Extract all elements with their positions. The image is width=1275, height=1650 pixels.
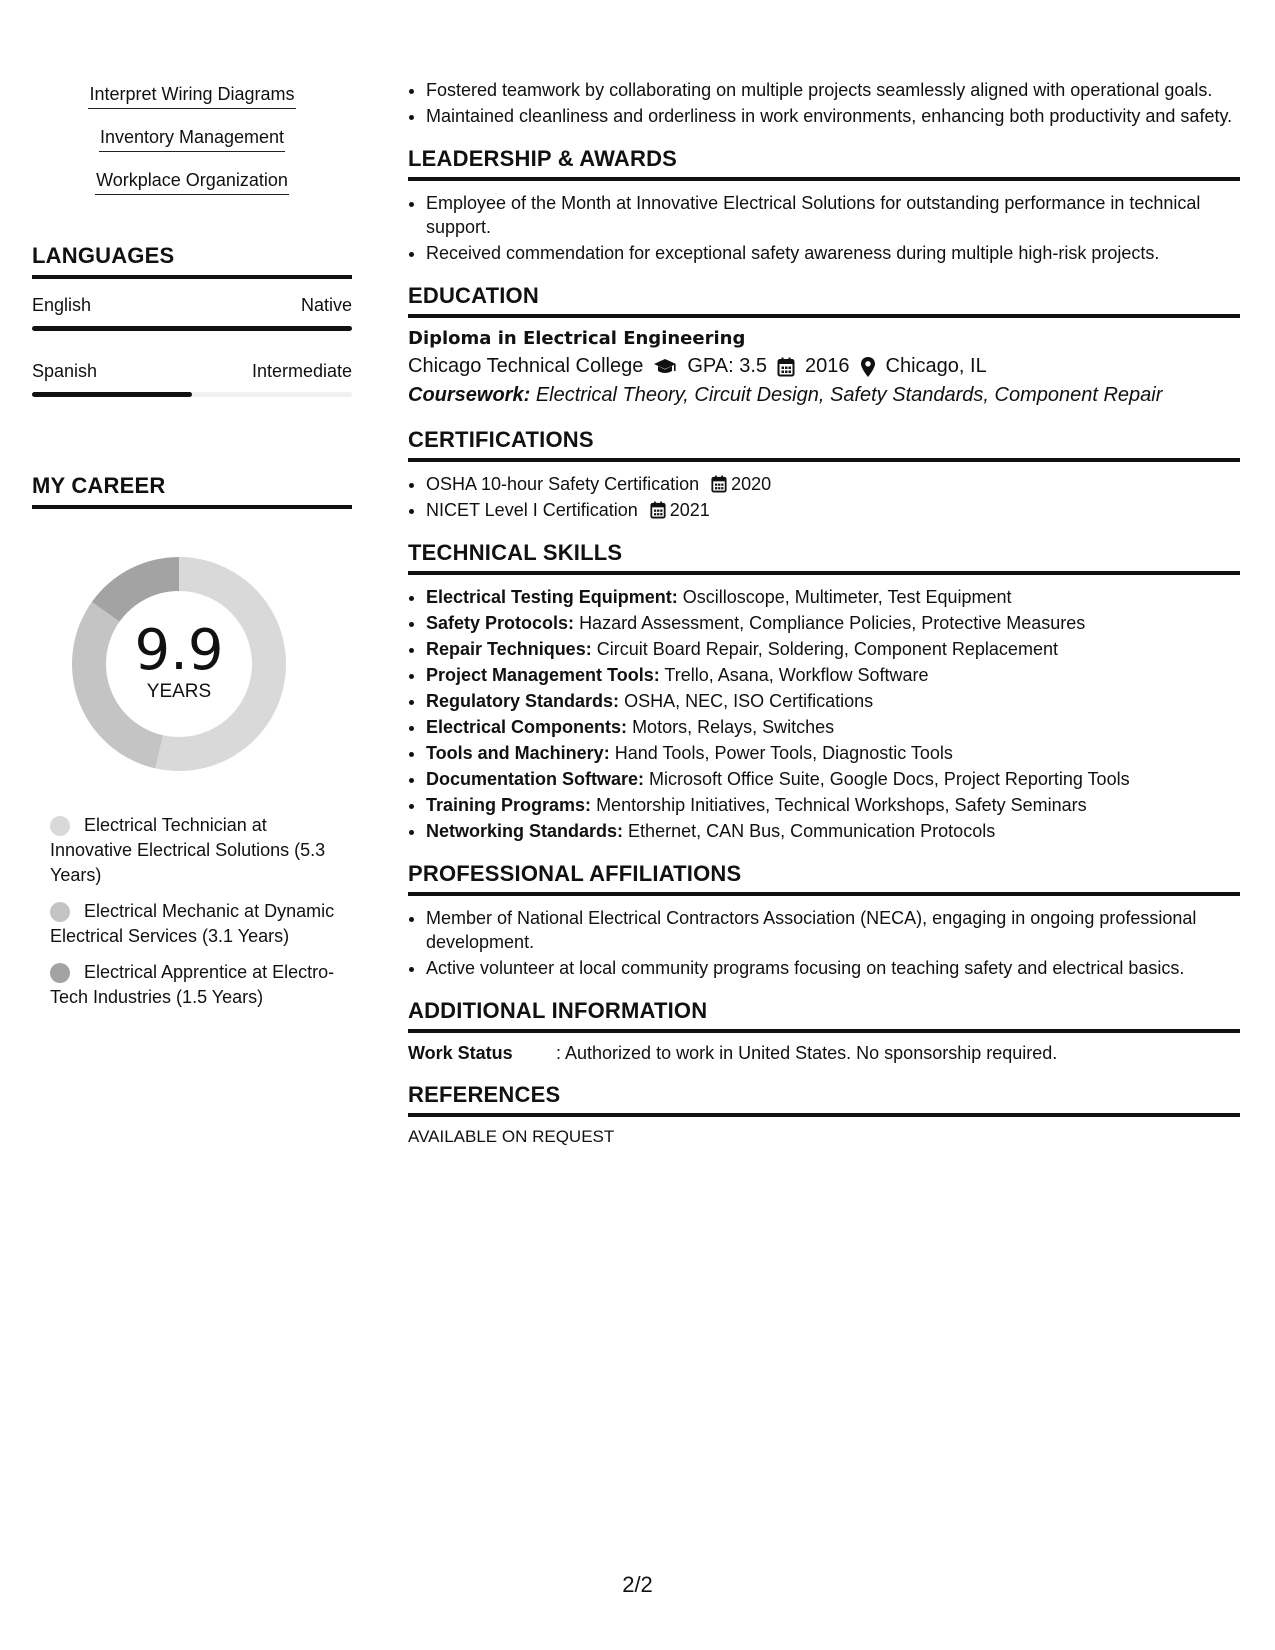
education-heading: EDUCATION bbox=[408, 283, 1240, 318]
education-year: 2016 bbox=[805, 355, 850, 377]
map-pin-icon bbox=[860, 356, 876, 378]
additional-info-heading: ADDITIONAL INFORMATION bbox=[408, 998, 1240, 1033]
skill-value: Motors, Relays, Switches bbox=[632, 717, 835, 737]
career-item bbox=[50, 899, 352, 949]
skill-value: Trello, Asana, Workflow Software bbox=[664, 665, 929, 685]
skill-label: Electrical Components: bbox=[426, 717, 628, 737]
education-details bbox=[408, 355, 1240, 378]
skill-label: Regulatory Standards: bbox=[426, 691, 620, 711]
language-name: Spanish bbox=[32, 361, 98, 381]
career-item bbox=[50, 813, 352, 888]
skill-value: Hazard Assessment, Compliance Policies, Protective Measures bbox=[579, 613, 1086, 633]
graduation-cap-icon bbox=[653, 358, 677, 376]
skill-label: Networking Standards: bbox=[426, 821, 624, 841]
skills-list bbox=[32, 78, 352, 207]
coursework-label: Coursework: bbox=[408, 384, 531, 406]
technical-skill-item bbox=[426, 767, 1240, 791]
languages-heading: LANGUAGES bbox=[32, 243, 352, 279]
education-degree: Diploma in Electrical Engineering bbox=[408, 328, 746, 349]
career-donut bbox=[66, 551, 292, 777]
career-item-text: Electrical Technician at Innovative Electrical Solutions (5.3 Years) bbox=[50, 815, 326, 885]
career-total-unit: YEARS bbox=[146, 681, 212, 702]
certification-year: 2021 bbox=[669, 500, 710, 520]
legend-dot-icon bbox=[50, 963, 70, 983]
skill-item: Workplace Organization bbox=[95, 170, 289, 195]
main-column bbox=[408, 78, 1240, 1147]
skill-label: Project Management Tools: bbox=[426, 665, 660, 685]
calendar-icon bbox=[711, 475, 727, 493]
skill-value: OSHA, NEC, ISO Certifications bbox=[624, 691, 874, 711]
work-status-value: : Authorized to work in United States. No sponsorship required. bbox=[556, 1043, 1058, 1063]
career-item-text: Electrical Apprentice at Electro-Tech Industries (1.5 Years) bbox=[50, 962, 335, 1007]
skill-value: Mentorship Initiatives, Technical Workshops, Safety Seminars bbox=[596, 795, 1087, 815]
language-entry bbox=[32, 361, 352, 397]
skill-item: Interpret Wiring Diagrams bbox=[88, 84, 295, 109]
technical-skills-heading: TECHNICAL SKILLS bbox=[408, 540, 1240, 575]
language-level: Native bbox=[300, 295, 352, 315]
skill-item: Inventory Management bbox=[99, 127, 285, 152]
affiliation-item: • Member of National Electrical Contractors Association (NECA), engaging in ongoing professional development. bbox=[426, 906, 1240, 954]
work-status-row bbox=[408, 1043, 1240, 1064]
legend-dot-icon bbox=[50, 816, 70, 836]
skill-value: Hand Tools, Power Tools, Diagnostic Tools bbox=[614, 743, 953, 763]
certification-name: • NICET Level I Certification bbox=[426, 500, 638, 520]
technical-skills-list bbox=[408, 585, 1240, 843]
affiliation-item: • Active volunteer at local community programs focusing on teaching safety and electrical basics. bbox=[426, 956, 1240, 980]
certification-item bbox=[426, 472, 1240, 496]
education-location: Chicago, IL bbox=[885, 355, 987, 377]
technical-skill-item bbox=[426, 585, 1240, 609]
calendar-icon bbox=[777, 357, 795, 377]
skill-label: Documentation Software: bbox=[426, 769, 645, 789]
skill-label: Training Programs: bbox=[426, 795, 592, 815]
career-legend bbox=[32, 813, 352, 1010]
experience-bullet: • Maintained cleanliness and orderliness in work environments, enhancing both productivity and safety. bbox=[426, 104, 1240, 128]
language-level: Intermediate bbox=[251, 361, 352, 381]
technical-skill-item bbox=[426, 689, 1240, 713]
language-bar bbox=[32, 326, 352, 331]
language-bar-fill bbox=[32, 392, 192, 397]
skill-label: Safety Protocols: bbox=[426, 613, 575, 633]
technical-skill-item bbox=[426, 741, 1240, 765]
certification-name: • OSHA 10-hour Safety Certification bbox=[426, 474, 700, 494]
language-entry bbox=[32, 295, 352, 331]
career-item bbox=[50, 960, 352, 1010]
language-bar bbox=[32, 392, 352, 397]
technical-skill-item bbox=[426, 611, 1240, 635]
leadership-item: • Received commendation for exceptional safety awareness during multiple high-risk projects. bbox=[426, 241, 1240, 265]
certifications-heading: CERTIFICATIONS bbox=[408, 427, 1240, 462]
skill-value: Circuit Board Repair, Soldering, Component Replacement bbox=[596, 639, 1058, 659]
experience-bullet: • Fostered teamwork by collaborating on multiple projects seamlessly aligned with operational goals. bbox=[426, 78, 1240, 102]
references-heading: REFERENCES bbox=[408, 1082, 1240, 1117]
education-gpa: GPA: 3.5 bbox=[687, 355, 768, 377]
certifications-list bbox=[408, 472, 1240, 522]
technical-skill-item bbox=[426, 663, 1240, 687]
career-heading: MY CAREER bbox=[32, 473, 352, 509]
affiliations-heading: PROFESSIONAL AFFILIATIONS bbox=[408, 861, 1240, 896]
legend-dot-icon bbox=[50, 902, 70, 922]
certification-item bbox=[426, 498, 1240, 522]
coursework-text: Electrical Theory, Circuit Design, Safety Standards, Component Repair bbox=[535, 384, 1163, 406]
technical-skill-item bbox=[426, 715, 1240, 739]
career-item-text: Electrical Mechanic at Dynamic Electrical Services (3.1 Years) bbox=[50, 901, 335, 946]
language-bar-fill bbox=[32, 326, 352, 331]
technical-skill-item bbox=[426, 793, 1240, 817]
leadership-heading: LEADERSHIP & AWARDS bbox=[408, 146, 1240, 181]
education-school: Chicago Technical College bbox=[408, 355, 644, 377]
skill-label: Repair Techniques: bbox=[426, 639, 592, 659]
references-text: AVAILABLE ON REQUEST bbox=[408, 1127, 615, 1146]
education-coursework bbox=[408, 384, 1240, 407]
calendar-icon bbox=[650, 501, 666, 519]
sidebar bbox=[32, 78, 352, 1021]
skill-value: Microsoft Office Suite, Google Docs, Project Reporting Tools bbox=[649, 769, 1130, 789]
technical-skill-item bbox=[426, 637, 1240, 661]
affiliations-list bbox=[408, 906, 1240, 980]
skill-value: Ethernet, CAN Bus, Communication Protocols bbox=[628, 821, 996, 841]
skill-value: Oscilloscope, Multimeter, Test Equipment bbox=[682, 587, 1012, 607]
certification-year: 2020 bbox=[731, 474, 772, 494]
skill-label: Electrical Testing Equipment: bbox=[426, 587, 678, 607]
leadership-item: • Employee of the Month at Innovative Electrical Solutions for outstanding performance in technical support. bbox=[426, 191, 1240, 239]
leadership-list bbox=[408, 191, 1240, 265]
career-total-years: 9.9 bbox=[134, 618, 224, 683]
language-name: English bbox=[32, 295, 92, 315]
skill-label: Tools and Machinery: bbox=[426, 743, 610, 763]
page-number: 2/2 bbox=[622, 1572, 653, 1597]
technical-skill-item bbox=[426, 819, 1240, 843]
work-status-label: Work Status bbox=[408, 1043, 513, 1063]
experience-bullets bbox=[408, 78, 1240, 128]
